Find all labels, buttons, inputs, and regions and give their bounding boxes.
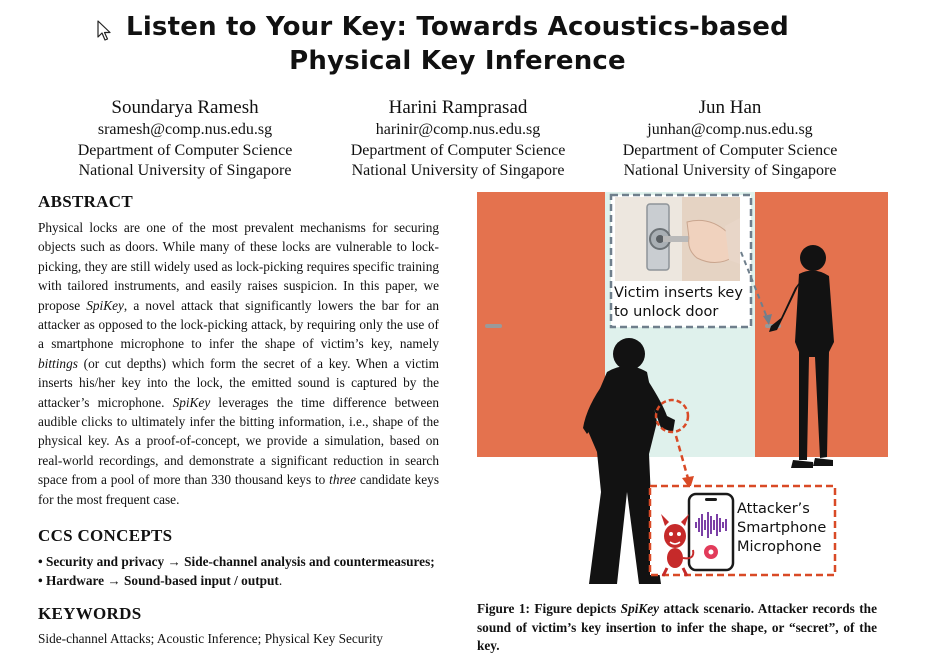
spikey-term: SpiKey [172,394,211,410]
victim-label [614,284,743,322]
abstract-text [38,218,439,509]
ccs-hardware: • Hardware → Sound-based input / output [38,573,279,589]
author-department: Department of Computer Science [350,141,566,159]
keywords-text: Side-channel Attacks; Acoustic Inference; Physical Key Security [38,631,383,646]
abstract-part-4: leverages the time difference between audible clicks to ultimately infer the bitting information, i.e., shape of the physical key. As a proof-of-concept, we provide a simulation, based on real-world recordings, and demonstrate a significant reduction in search space from a pool of more than 330 thousand keys to [38,394,439,488]
ccs-security: • Security and privacy → Side-channel analysis and countermeasures; [38,554,435,569]
victim-label-line-1: Victim inserts key [614,285,743,301]
author-email: sramesh@comp.nus.edu.sg [97,121,273,138]
bittings-term: bittings [38,355,78,371]
author-department: Department of Computer Science [77,141,293,159]
keywords-heading: KEYWORDS [38,604,142,623]
figure-illustration [477,192,888,587]
author-university: National University of Singapore [351,162,565,179]
title-line-1: Listen to Your Key: Towards Acoustics-based [126,12,789,42]
caption-rest: attack scenario. Attacker records the sound of victim’s key insertion to infer the shape, or “secret”, of the key. [477,601,877,653]
author-block-3 [580,96,880,182]
ccs-heading: CCS CONCEPTS [38,526,173,545]
abstract-part-5: candidate keys for the most frequent case. [38,472,440,507]
author-email: junhan@comp.nus.edu.sg [647,121,813,138]
title-line-2: Physical Key Inference [289,46,626,76]
author-block-1 [35,96,335,182]
figure-1 [477,192,888,587]
ccs-period: . [278,573,283,589]
figure-caption [477,600,877,656]
spikey-term: SpiKey [86,297,124,313]
attacker-label-line-2: Smartphone [737,520,827,536]
author-name: Jun Han [698,97,762,118]
three-term: three [329,472,356,488]
author-name: Harini Ramprasad [388,97,528,118]
author-university: National University of Singapore [623,162,837,179]
abstract-heading: ABSTRACT [38,192,133,211]
attacker-label-line-3: Microphone [737,539,822,555]
abstract-part-3: (or cut depths) which form the secret of a key. When a victim inserts his/her key into the lock, the emitted sound is captured by the attacker’s microphone. [38,355,439,410]
ccs-text [38,552,439,591]
author-university: National University of Singapore [78,162,292,179]
attacker-label [737,500,826,557]
caption-prefix: Figure 1: Figure depicts [477,601,621,616]
abstract-part-2: , a novel attack that significantly lowers the bar for an attacker as opposed to the lock-picking attack, by requiring only the use of a smartphone microphone to infer the shape of victim’s key, namely [38,297,439,352]
caption-spikey: SpiKey [620,601,660,616]
author-name: Soundarya Ramesh [111,97,259,118]
attacker-label-line-1: Attacker’s [737,501,810,517]
victim-label-line-2: to unlock door [614,304,719,320]
author-block-2 [308,96,608,182]
left-door-handle [485,324,502,328]
abstract-part-1: Physical locks are one of the most prevalent mechanisms for securing objects such as doors. While many of these locks are vulnerable to lock-picking, they are still widely used as lock-picking requires specific training with tailored instruments, and easily raises suspicion. In this paper, we propose [38,220,439,313]
paper-title [0,10,915,78]
author-department: Department of Computer Science [622,141,838,159]
author-email: harinir@comp.nus.edu.sg [375,121,541,138]
